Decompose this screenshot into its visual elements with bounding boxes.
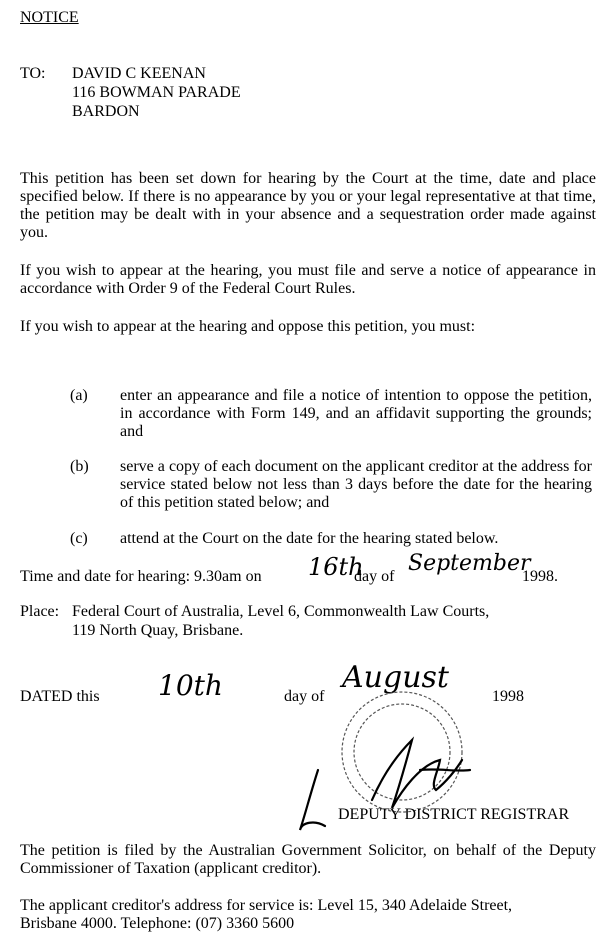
footer-address-line2: Brisbane 4000. Telephone: (07) 3360 5600 [20,915,295,932]
paragraph-oppose: If you wish to appear at the hearing and oppose this petition, you must: [20,318,476,335]
hearing-day-handwritten: 16th [308,553,364,581]
item-c-letter: (c) [70,530,88,547]
addressee-suburb: BARDON [72,103,140,120]
place-line1: Federal Court of Australia, Level 6, Commonwealth Law Courts, [72,603,490,620]
addressee-name: DAVID C KEENAN [72,65,206,82]
dated-year: 1998 [492,688,524,705]
place-line2: 119 North Quay, Brisbane. [72,622,244,639]
item-c-text: attend at the Court on the date for the hearing stated below. [120,530,499,547]
paragraph-appearance: If you wish to appear at the hearing, you must file and serve a notice of appearance in accordance with Order 9 of the Federal Court Rules. [20,262,596,297]
notice-title: NOTICE [20,9,79,26]
footer-address-line1: The applicant creditor's address for service is: Level 15, 340 Adelaide Street, [20,897,513,914]
dated-label: DATED this [20,688,100,705]
court-seal [342,692,462,812]
item-b-text: serve a copy of each document on the applicant creditor at the address for service stated below not less than 3 days before the date for the hearing of this petition stated below; and [120,458,592,511]
signatory-title: DEPUTY DISTRICT REGISTRAR [338,806,570,823]
dated-day-of: day of [284,688,325,705]
item-b-letter: (b) [70,458,89,475]
item-a-text: enter an appearance and file a notice of intention to oppose the petition, in accordance with Form 149, and an affidavit supporting the grounds; and [120,387,592,440]
hearing-month-handwritten: September [408,551,531,576]
place-label: Place: [20,603,60,620]
hearing-prefix: Time and date for hearing: 9.30am on [20,568,262,585]
hearing-day-of: day of [354,568,395,585]
footer-filed-by: The petition is filed by the Australian Government Solicitor, on behalf of the Deputy Commissioner of Taxation (applicant creditor). [20,842,596,877]
dated-month-handwritten: August [342,660,449,695]
hearing-year: 1998. [522,568,558,585]
addressee-street: 116 BOWMAN PARADE [72,84,241,101]
to-label: TO: [20,65,46,82]
item-a-letter: (a) [70,387,88,404]
paragraph-hearing-set-down: This petition has been set down for hearing by the Court at the time, date and place specified below. If there is no appearance by you or your legal representative at that time, the petition may be dealt with in your absence and a sequestration order made against you. [20,170,596,241]
dated-day-handwritten: 10th [158,669,223,702]
